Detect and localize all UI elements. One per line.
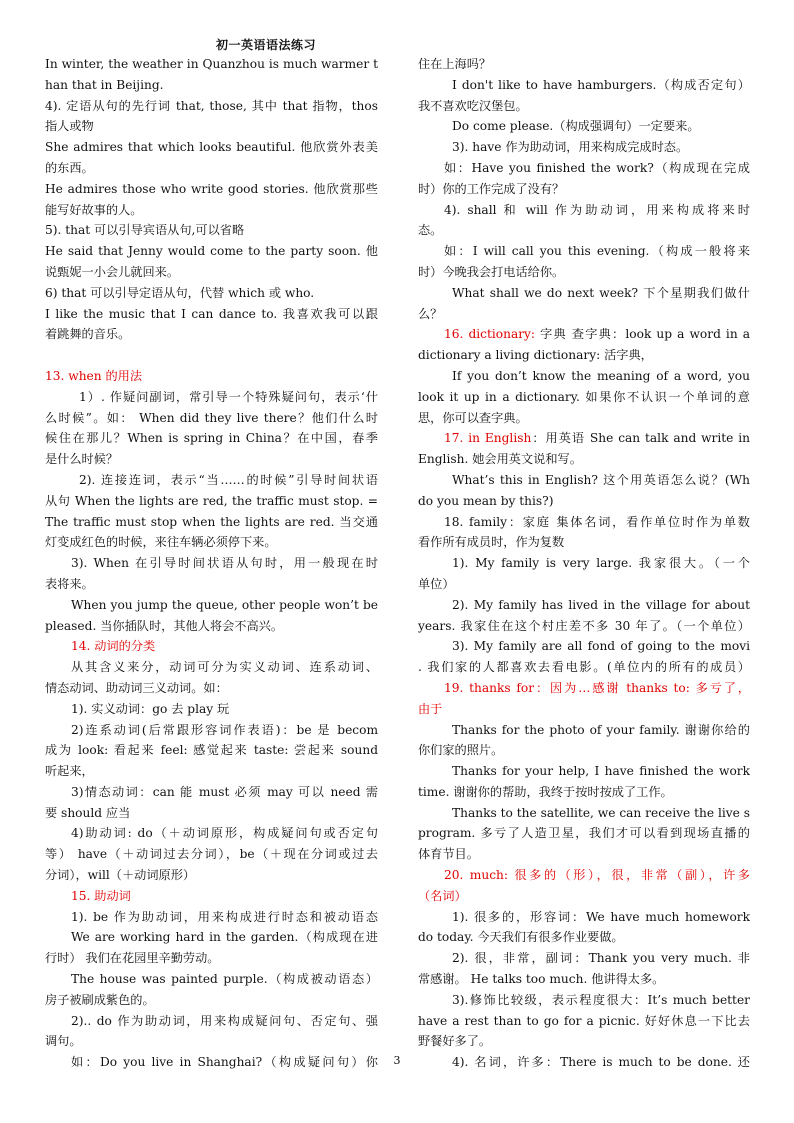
right-column-line: 看作所有成员时，作为复数 [418, 535, 565, 550]
left-column-line: 情态动词、助动词三义动词。如： [45, 680, 228, 695]
left-column-line: 着跳舞的音乐。 [45, 327, 131, 342]
right-column-line: do you mean by this?) [418, 493, 554, 508]
left-column-line: 从句 When the lights are red, the traffic must stop. = [45, 493, 378, 508]
left-column-line: 候住在那儿？When is spring in China？在中国，春季 [45, 431, 378, 446]
right-column-line: have a rest than to go for a picnic. 好好休息一下比去 [418, 1013, 750, 1028]
left-column-line: 2).. do 作为助动词，用来构成疑问句、否定句、强 [71, 1013, 378, 1028]
right-column-line: time. 谢谢你的帮助，我终于按时按成了工作。 [418, 784, 673, 799]
right-column-line: 18. family：家庭 集体名词，看作单位时作为单数 [444, 514, 750, 529]
left-column-line: 成为 look: 看起来 feel: 感觉起来 taste: 尝起来 sound [45, 743, 378, 758]
right-column-line: look it up in a dictionary. 如果你不认识一个单词的意 [418, 389, 750, 404]
right-column-line: English. 她会用英文说和写。 [418, 452, 582, 467]
left-column-line: 听起来， [45, 764, 94, 779]
left-column-line: 分词），will（＋动词原形） [45, 868, 196, 883]
left-column [45, 54, 378, 1073]
left-column-line: He admires those who write good stories. 他欣赏那些 [45, 181, 378, 196]
left-column-line: 15. 助动词 [71, 888, 131, 903]
right-column-line: 野餐好多了。 [418, 1034, 492, 1049]
right-column-line: What’s this in English? 这个用英语怎么说？(Wh [452, 472, 750, 487]
right-column-line: 思，你可以查字典。 [418, 410, 528, 425]
left-column-line: When you jump the queue, other people won’t be [71, 597, 378, 612]
left-column-line: 房子被刷成紫色的。 [45, 992, 155, 1007]
left-column-line: 2)连系动词(后常跟形容词作表语)：be 是 becom [71, 722, 378, 737]
right-column-line: 如：Have you finished the work?（构成现在完成 [444, 160, 750, 175]
right-column-line: 单位） [418, 576, 455, 591]
right-column-line: 3). My family are all fond of going to the movi [452, 639, 750, 654]
right-column-line: dictionary a living dictionary: 活字典， [418, 348, 653, 363]
right-column-line: 你们家的照片。 [418, 743, 504, 758]
right-column-line: do today. 今天我们有很多作业要做。 [418, 930, 624, 945]
left-column-line: The house was painted purple.（构成被动语态） [71, 972, 378, 987]
right-column-line: （名词） [418, 888, 467, 903]
right-column-line: 么？ [418, 306, 443, 321]
left-column-line: 从其含义来分，动词可分为实义动词、连系动词、 [71, 660, 378, 675]
right-column-line: Thanks for the photo of your family. 谢谢你给的 [452, 722, 750, 737]
right-column-line: 2). My family has lived in the village for about [452, 597, 750, 612]
right-column-line: 我不喜欢吃汉堡包。 [418, 98, 528, 113]
left-column-line: 指人或物 [45, 119, 94, 134]
right-column-line: 3).修饰比较级，表示程度很大：It’s much better [452, 992, 750, 1007]
right-column-heading-text: 16. dictionary: [444, 327, 541, 342]
left-column-line: 13. when 的用法 [45, 368, 143, 383]
right-column-line: years. 我家住在这个村庄差不多 30 年了。（一个单位） [418, 618, 750, 633]
right-column [418, 54, 750, 1073]
left-column-line: He said that Jenny would come to the party soon. 他 [45, 244, 378, 259]
page-title: 初一英语语法练习 [215, 38, 316, 52]
left-column-line: 6) that 可以引导定语从句，代替 which 或 who. [45, 285, 315, 300]
right-column-line: 住在上海吗？ [418, 57, 492, 71]
left-column-line: 14. 动词的分类 [71, 639, 156, 654]
left-column-line: She admires that which looks beautiful. 他欣赏外表美 [45, 140, 378, 155]
right-column-line: 由于 [418, 701, 443, 716]
right-column-line: program. 多亏了人造卫星，我们才可以看到现场直播的 [418, 826, 750, 841]
right-column-line: 19. thanks for：因为…感谢 thanks to: 多亏了， [444, 680, 750, 695]
left-column-line: 说甄妮一小会儿就回来。 [45, 264, 180, 279]
right-column-line: 如：I will call you this evening.（构成一般将来 [444, 244, 750, 259]
left-column-line: 5). that 可以引导宾语从句,可以省略 [45, 223, 245, 238]
left-column-line: I like the music that I can dance to. 我喜欢我可以跟 [45, 306, 378, 321]
left-column-line: 1). be 作为助动词，用来构成进行时态和被动语态 [71, 909, 378, 924]
right-column-line: 常感谢。 He talks too much. 他讲得太多。 [418, 972, 665, 987]
right-column-line: Thanks to the satellite, we can receive the live s [452, 805, 750, 820]
right-column-line: 3). have 作为助动词，用来构成完成时态。 [452, 140, 689, 155]
right-column-line: If you don’t know the meaning of a word, you [452, 368, 750, 383]
left-column-line: 3). When 在引导时间状语从句时，用一般现在时 [71, 556, 378, 571]
left-column-line: 3)情态动词：can 能 must 必须 may 可以 need 需 [71, 784, 378, 799]
left-column-line: 能写好故事的人。 [45, 202, 143, 217]
left-column-line: 4). 定语从句的先行词 that, those, 其中 that 指物，thos [45, 98, 378, 113]
left-column-line: The traffic must stop when the lights are red. 当交通 [45, 514, 378, 529]
left-column-line: 1）. 作疑问副词，常引导一个特殊疑问句，表示‘什 [79, 389, 378, 404]
page-number: 3 [393, 1054, 401, 1067]
left-column-line: 行时） 我们在花园里辛勤劳动。 [45, 951, 220, 966]
right-column-line: 4). 名词，许多：There is much to be done. 还 [452, 1055, 750, 1070]
right-column-line: What shall we do next week? 下个星期我们做什 [452, 285, 750, 300]
right-column-line: 体育节目。 [418, 847, 479, 862]
left-column-line: 么时候”。如： When did they live there？他们什么时 [45, 410, 378, 425]
right-column-line: 4). shall 和 will 作为助动词，用来构成将来时 [444, 202, 750, 217]
left-column-line [45, 345, 378, 366]
right-column-line: 2). 很，非常，副词：Thank you very much. 非 [452, 951, 750, 966]
right-column-line: . 我们家的人都喜欢去看电影。(单位内的所有的成员） [418, 660, 750, 675]
left-column-line: 等） have（＋动词过去分词），be（＋现在分词或过去 [45, 847, 378, 862]
right-column-line: 时）今晚我会打电话给你。 [418, 264, 565, 279]
left-column-line: 是什么时候？ [45, 452, 119, 467]
left-column-line: 表将来。 [45, 576, 94, 591]
right-column-line: 16. dictionary: 字典 查字典：look up a word in a [444, 327, 750, 342]
right-column-line: 20. much: 很多的（形），很，非常（副），许多 [444, 868, 750, 883]
right-column-line: I don't like to have hamburgers.（构成否定句） [452, 77, 750, 92]
right-column-line: 1). 很多的，形容词：We have much homework [452, 909, 750, 924]
left-column-line: 调句。 [45, 1034, 82, 1049]
left-column-line: 2). 连接连词，表示“当……的时候”引导时间状语 [79, 472, 378, 487]
right-column-line: 时）你的工作完成了没有？ [418, 181, 565, 196]
right-column-line: 态。 [418, 223, 443, 238]
right-column-line: Thanks for your help, I have finished the work [452, 764, 750, 779]
left-column-line: We are working hard in the garden.（构成现在进 [71, 930, 378, 945]
left-column-line: 4)助动词: do（＋动词原形，构成疑问句或否定句 [71, 826, 378, 841]
right-column-line: Do come please.（构成强调句）一定要来。 [452, 119, 700, 134]
left-column-line: 要 should 应当 [45, 805, 131, 820]
right-column-heading-text: 17. in English [444, 431, 532, 446]
left-column-line: 灯变成红色的时候，来往车辆必须停下来。 [45, 535, 277, 550]
right-column-line: 1). My family is very large. 我家很大。（一个 [452, 556, 750, 571]
left-column-line: 如：Do you live in Shanghai?（构成疑问句）你 [71, 1055, 378, 1070]
left-column-line: In winter, the weather in Quanzhou is much warmer t [45, 57, 378, 71]
left-column-line: 1). 实义动词：go 去 play 玩 [71, 701, 230, 716]
right-column-line: 17. in English：用英语 She can talk and write in [444, 431, 750, 446]
left-column-line: han that in Beijing. [45, 77, 164, 92]
left-column-line: 的东西。 [45, 160, 94, 175]
left-column-line: pleased. 当你插队时，其他人将会不高兴。 [45, 618, 284, 633]
